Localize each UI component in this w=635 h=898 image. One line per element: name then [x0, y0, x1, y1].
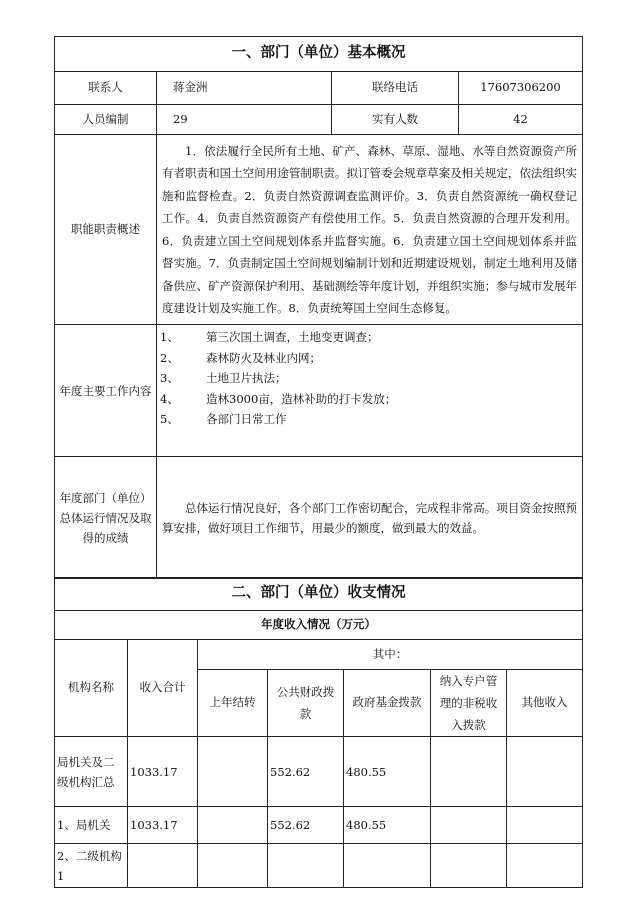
work-item-text: 第三次国土调查，土地变更调查；: [206, 330, 379, 344]
work-item-number: 3、: [160, 371, 179, 385]
work-item-number: 5、: [160, 412, 179, 426]
overall-label: 年度部门（单位）总体运行情况及取得的成绩: [55, 457, 157, 579]
work-item: [160, 348, 579, 369]
row-public-finance: 552.62: [268, 737, 344, 807]
row-other-income: [507, 807, 583, 844]
row-other-income: [507, 844, 583, 888]
work-item-text: 各部门日常工作: [206, 412, 287, 426]
annual-work-list: [157, 325, 583, 457]
row-carry: [198, 807, 268, 844]
row-public-finance: 552.62: [268, 807, 344, 844]
basic-info-table: [54, 36, 583, 579]
row-special-nontax: [431, 737, 507, 807]
table-row: [55, 807, 583, 844]
table-row: [55, 844, 583, 888]
actual-staff-value: 42: [459, 105, 583, 135]
actual-staff-label: 实有人数: [332, 105, 459, 135]
header-gov-fund: 政府基金拨款: [344, 670, 431, 737]
row-carry: [198, 844, 268, 888]
staff-quota-label: 人员编制: [55, 105, 157, 135]
header-other-income: 其他收入: [507, 670, 583, 737]
staff-quota-value: 29: [157, 105, 332, 135]
row-gov-fund: 480.55: [344, 807, 431, 844]
work-item-text: 土地卫片执法；: [206, 371, 287, 385]
row-gov-fund: 480.55: [344, 737, 431, 807]
header-special-nontax: 纳入专户管理的非税收入拨款: [431, 670, 507, 737]
work-item-number: 2、: [160, 350, 179, 365]
work-item-number: 4、: [160, 391, 179, 406]
annual-work-label: 年度主要工作内容: [55, 325, 157, 457]
table-row: [55, 737, 583, 807]
row-total: 1033.17: [128, 737, 198, 807]
work-item: [160, 327, 579, 348]
income-title: 年度收入情况（万元）: [55, 611, 583, 640]
work-item: [160, 368, 579, 389]
row-gov-fund: [344, 844, 431, 888]
duties-text: 1．依法履行全民所有土地、矿产、森林、草原、湿地、水等自然资源资产所有者职责和国土空间用途管制职责。拟订管委会规章草案及相关规定，依法组织实施和监督检查。2．负责自然资源调查监测评价。3．负责自然资源统一确权登记工作。4．负责自然资源资产有偿使用工作。5．负责自然资源的合理开发利用。6．负责建立国土空间规划体系并监督实施。6．负责建立国土空间规划体系并监督实施。7．负责制定国土空间规划编制计划和近期建设规划，制定土地利用及储备供应、矿产资源保护利用、基础测绘等年度计划，并组织实施；参与城市发展年度建设计划及实施工作。8．负责统筹国土空间生态修复。: [157, 135, 583, 325]
row-name: 2、二级机构1: [55, 844, 128, 888]
header-of-which: 其中：: [198, 640, 583, 670]
row-total: 1033.17: [128, 807, 198, 844]
header-org-name: 机构名称: [55, 640, 128, 737]
row-total: [128, 844, 198, 888]
row-name: 局机关及二级机构汇总: [55, 737, 128, 807]
header-income-total: 收入合计: [128, 640, 198, 737]
work-item: [160, 389, 579, 410]
work-item-text: 造林3000亩，造林补助的打卡发放；: [206, 391, 397, 406]
income-table: [54, 577, 583, 888]
row-special-nontax: [431, 844, 507, 888]
phone-label: 联络电话: [332, 72, 459, 105]
contact-label: 联系人: [55, 72, 157, 105]
row-public-finance: [268, 844, 344, 888]
row-carry: [198, 737, 268, 807]
row-special-nontax: [431, 807, 507, 844]
phone-value: 17607306200: [459, 72, 583, 105]
overall-text: 总体运行情况良好，各个部门工作密切配合，完成程非常高。项目资金按照预算安排，做好项目工作细节，用最少的额度，做到最大的效益。: [157, 457, 583, 579]
work-item-text: 森林防火及林业内网；: [206, 350, 321, 365]
row-other-income: [507, 737, 583, 807]
work-item-number: 1、: [160, 330, 179, 344]
duties-label: 职能职责概述: [55, 135, 157, 325]
section1-title: 一、部门（单位）基本概况: [55, 37, 583, 72]
work-item: [160, 409, 579, 430]
section2-title: 二、部门（单位）收支情况: [55, 578, 583, 611]
header-public-finance: 公共财政拨款: [268, 670, 344, 737]
contact-value: 蒋金洲: [157, 72, 332, 105]
header-prev-year-carry: 上年结转: [198, 670, 268, 737]
row-name: 1、局机关: [55, 807, 128, 844]
